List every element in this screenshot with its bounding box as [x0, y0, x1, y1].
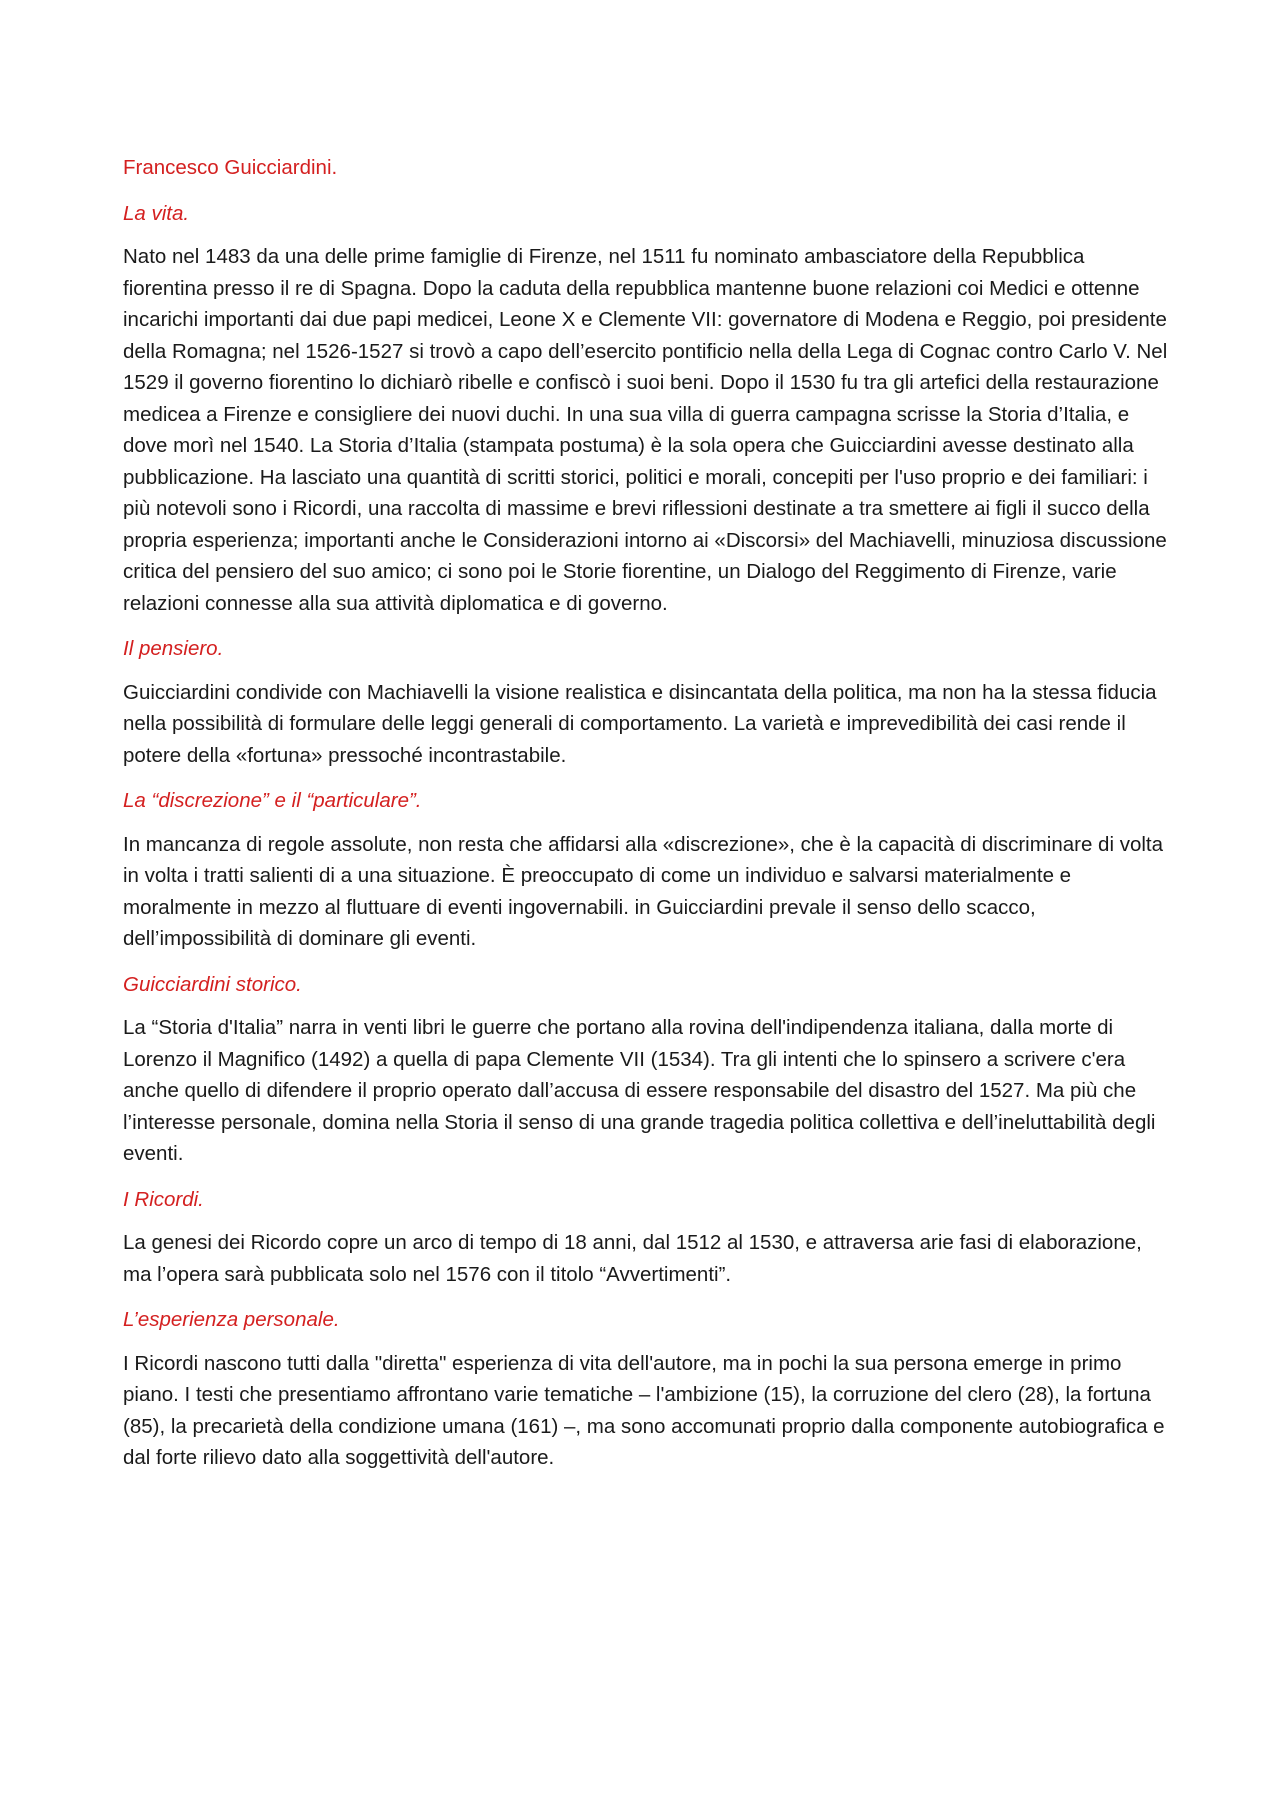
document-page: [123, 152, 1173, 1488]
section-paragraph: Guicciardini condivide con Machiavelli la visione realistica e disincantata della politica, ma non ha la stessa fiducia nella possibilità di formulare delle leggi generali di comportamento. La varietà e imprevedibilità dei casi rende il potere della «fortuna» pressoché incontrastabile.: [123, 680, 1157, 767]
section-paragraph: Nato nel 1483 da una delle prime famiglie di Firenze, nel 1511 fu nominato ambasciatore della Repubblica fiorentina presso il re di Spagna. Dopo la caduta della repubblica mantenne buone relazioni coi Medici e ottenne incarichi importanti dai due papi medicei, Leone X e Clemente VII: governatore di Modena e Reggio, poi presidente della Romagna; nel 1526-1527 si trovò a capo dell’esercito pontificio nella della Lega di Cognac contro Carlo V. Nel 1529 il governo fiorentino lo dichiarò ribelle e confiscò i suoi beni. Dopo il 1530 fu tra gli artefici della restaurazione medicea a Firenze e consigliere dei nuovi duchi. In una sua villa di guerra campagna scrisse la Storia d’Italia, e dove morì nel 1540. La Storia d’Italia (stampata postuma) è la sola opera che Guicciardini avesse destinato alla pubblicazione. Ha lasciato una quantità di scritti storici, politici e morali, concepiti per l'uso proprio e dei familiari: i più notevoli sono i Ricordi, una raccolta di massime e brevi riflessioni destinate a tra smettere ai figli il succo della propria esperienza; importanti anche le Considerazioni intorno ai «Discorsi» del Machiavelli, minuziosa discussione critica del pensiero del suo amico; ci sono poi le Storie fiorentine, un Dialogo del Reggimento di Firenze, varie relazioni connesse alla sua attività diplomatica e di governo.: [123, 245, 1168, 615]
section-paragraph: I Ricordi nascono tutti dalla "diretta" esperienza di vita dell'autore, ma in pochi la sua persona emerge in primo piano. I testi che presentiamo affrontano varie tematiche – l'ambizione (15), la corruzione del clero (28), la fortuna (85), la precarietà della condizione umana (161) –, ma sono accomunati proprio dalla componente autobiografica e dal forte rilievo dato alla soggettività dell'autore.: [123, 1351, 1165, 1469]
section-heading: I Ricordi.: [123, 1187, 204, 1211]
section-heading: Guicciardini storico.: [123, 972, 302, 996]
section-paragraph: In mancanza di regole assolute, non resta che affidarsi alla «discrezione», che è la capacità di discriminare di volta in volta i tratti salienti di a una situazione. È preoccupato di come un individuo e salvarsi materialmente e moralmente in mezzo al fluttuare di eventi ingovernabili. in Guicciardini prevale il senso dello scacco, dell’impossibilità di dominare gli eventi.: [123, 832, 1164, 950]
section-esperienza-personale: [123, 1304, 1173, 1474]
section-paragraph: La genesi dei Ricordo copre un arco di tempo di 18 anni, dal 1512 al 1530, e attraversa arie fasi di elaborazione, ma l’opera sarà pubblicata solo nel 1576 con il titolo “Avvertimenti”.: [123, 1231, 1142, 1286]
section-guicciardini-storico: [123, 969, 1173, 1170]
section-heading: Il pensiero.: [123, 637, 224, 660]
section-heading: La vita.: [123, 201, 190, 225]
section-la-vita: [123, 198, 1173, 620]
section-heading: La “discrezione” e il “particulare”.: [123, 789, 422, 812]
section-i-ricordi: [123, 1184, 1173, 1291]
section-paragraph: La “Storia d'Italia” narra in venti libri le guerre che portano alla rovina dell'indipendenza italiana, dalla morte di Lorenzo il Magnifico (1492) a quella di papa Clemente VII (1534). Tra gli intenti che lo spinsero a scrivere c'era anche quello di difendere il proprio operato dall’accusa di essere responsabile del disastro del 1527. Ma più che l’interesse personale, domina nella Storia il senso di una grande tragedia politica collettiva e dell’ineluttabilità degli eventi.: [123, 1016, 1156, 1165]
section-il-pensiero: [123, 633, 1173, 771]
section-discrezione-particulare: [123, 785, 1173, 955]
document-title: Francesco Guicciardini.: [123, 156, 338, 179]
section-heading: L’esperienza personale.: [123, 1308, 340, 1331]
